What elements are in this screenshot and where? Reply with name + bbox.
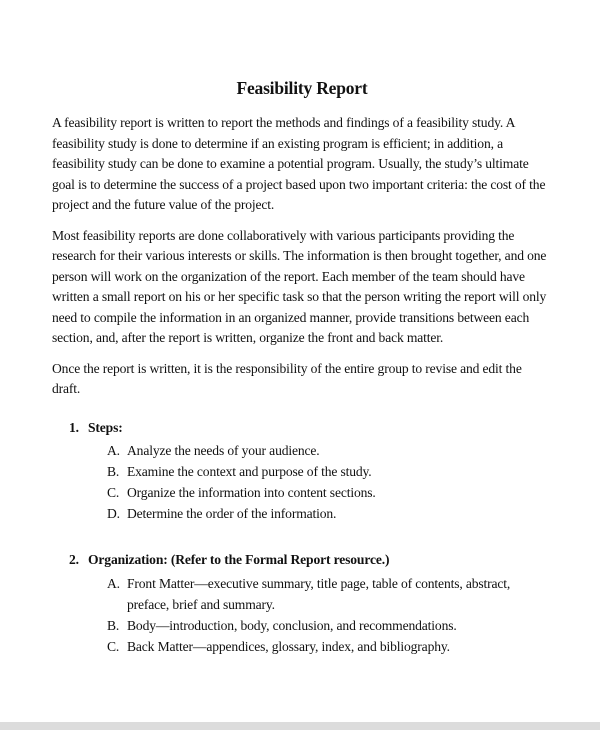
list-item-text: Back Matter—appendices, glossary, index, and bibliography. [127, 638, 450, 654]
list-item [52, 573, 552, 615]
section-heading-text: Steps: [88, 419, 123, 435]
steps-list [52, 440, 552, 524]
paragraph-revision: Once the report is written, it is the responsibility of the entire group to revise and edit the draft. [52, 360, 522, 396]
list-item-text: Determine the order of the information. [127, 506, 337, 521]
paragraph-intro: A feasibility report is written to report the methods and findings of a feasibility study. A feasibility study is done to determine if an existing program is efficient; in addition, a feasibility study can be done to examine a potential program. Usually, the study’s ultimate goal is to determine the success of a project based upon two important criteria: the cost of the project and the future value of the project. [52, 115, 546, 212]
section-heading-organization [52, 550, 552, 571]
list-item [52, 440, 552, 461]
list-item-letter: B. [107, 464, 120, 479]
list-item [52, 636, 552, 657]
list-item-letter: C. [107, 485, 120, 500]
section-steps [52, 418, 552, 525]
section-heading-text: Organization: (Refer to the Formal Report resource.) [88, 552, 390, 567]
list-item-text: Organize the information into content sections. [127, 485, 376, 500]
section-number: 2. [69, 552, 79, 567]
document-title: Feasibility Report [236, 78, 368, 98]
list-item-text: Examine the context and purpose of the study. [127, 464, 372, 479]
list-item [52, 503, 552, 524]
section-number: 1. [69, 419, 79, 435]
list-item-letter: A. [107, 443, 120, 458]
list-item [52, 482, 552, 503]
list-item-letter: C. [107, 638, 120, 654]
list-item-letter: D. [107, 506, 120, 521]
list-item-letter: B. [107, 617, 120, 633]
list-item-letter: A. [107, 575, 120, 591]
organization-list [52, 573, 552, 657]
section-heading-steps [52, 418, 552, 439]
list-item [52, 461, 552, 482]
section-organization [52, 550, 552, 657]
list-item-text: Body—introduction, body, conclusion, and recommendations. [127, 617, 457, 633]
list-item-text: Analyze the needs of your audience. [127, 443, 320, 458]
list-item-text: Front Matter—executive summary, title page, table of contents, abstract, preface, brief and summary. [127, 575, 511, 612]
list-item [52, 615, 552, 636]
paragraph-collaboration: Most feasibility reports are done collaboratively with various participants providing the research for their various interests or skills. The information is then brought together, and one person will work on the organization of the report. Each member of the team should have written a small report on his or her specific task so that the person writing the report will only need to compile the information in an organized manner, provide transitions between each section, and, after the report is written, organize the front and back matter. [52, 227, 547, 345]
